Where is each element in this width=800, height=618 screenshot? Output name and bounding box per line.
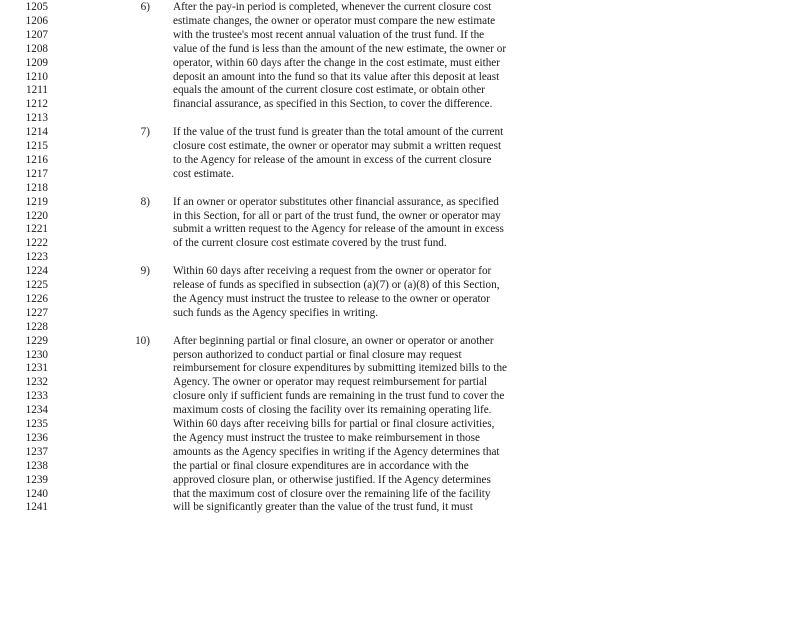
line-number: 1213 [25,112,48,125]
document-line [0,278,800,292]
document-line [0,445,800,459]
document-line [0,487,800,501]
document-line [0,375,800,389]
line-text: reimbursement for closure expenditures by submitting itemized bills to the [173,362,507,375]
item-number: 9) [140,265,150,278]
line-text: in this Section, for all or part of the trust fund, the owner or operator may [173,209,501,222]
line-text: the Agency must instruct the trustee to release to the owner or operator [173,292,490,305]
line-text: amounts as the Agency specifies in writing if the Agency determines that [173,445,500,458]
line-number: 1219 [25,195,48,208]
line-text: cost estimate. [173,167,234,180]
line-text: approved closure plan, or otherwise justified. If the Agency determines [173,473,491,486]
line-number: 1228 [25,320,48,333]
line-text: the Agency must instruct the trustee to make reimbursement in those [173,431,480,444]
document-line [0,28,800,42]
line-number: 1207 [25,28,48,41]
line-number: 1209 [25,56,48,69]
line-number: 1231 [25,362,48,375]
document-line [0,403,800,417]
line-text: Within 60 days after receiving a request from the owner or operator for [173,265,492,278]
document-line [0,42,800,56]
line-number: 1230 [25,348,48,361]
line-number: 1208 [25,42,48,55]
document-line [0,125,800,139]
line-number: 1224 [25,265,48,278]
document-line [0,195,800,209]
line-number: 1234 [25,404,48,417]
document-line [0,167,800,181]
line-text: Agency. The owner or operator may request reimbursement for partial [173,376,488,389]
line-number: 1233 [25,390,48,403]
line-text: maximum costs of closing the facility over its remaining operating life. [173,404,492,417]
line-text: to the Agency for release of the amount in excess of the current closure [173,153,492,166]
document-line [0,236,800,250]
line-number: 1217 [25,167,48,180]
document-line [0,348,800,362]
line-number: 1222 [25,237,48,250]
line-number: 1205 [25,1,48,13]
item-number: 7) [140,126,150,139]
line-number: 1239 [25,473,48,486]
line-text: Within 60 days after receiving bills for partial or final closure activities, [173,418,495,430]
document-line [0,181,800,195]
document-line [0,0,800,14]
document-line [0,139,800,153]
item-number: 10) [135,334,150,347]
line-text: will be significantly greater than the value of the trust fund, it must [173,501,473,514]
line-number: 1226 [25,292,48,305]
line-number: 1216 [25,153,48,166]
line-number: 1221 [25,223,48,236]
document-line [0,14,800,28]
line-number: 1238 [25,459,48,472]
line-number: 1214 [25,126,48,139]
line-number: 1210 [25,70,48,83]
line-text: financial assurance, as specified in this Section, to cover the difference. [173,98,493,111]
line-number: 1235 [25,418,48,430]
line-number: 1232 [25,376,48,389]
line-number: 1220 [25,209,48,222]
line-text: operator, within 60 days after the change in the cost estimate, must either [173,56,500,69]
document-line [0,500,800,514]
document-line [0,97,800,111]
line-text: After the pay-in period is completed, whenever the current closure cost [173,1,492,13]
document-line [0,361,800,375]
document-line [0,292,800,306]
line-number: 1212 [25,98,48,111]
document-line [0,250,800,264]
line-text: that the maximum cost of closure over the remaining life of the facility [173,487,491,500]
item-number: 6) [140,1,150,13]
line-text: value of the fund is less than the amount of the new estimate, the owner or [173,42,507,55]
line-number: 1241 [25,501,48,514]
document-line [0,111,800,125]
document-line [0,209,800,223]
line-text: equals the amount of the current closure cost estimate, or obtain other [173,84,485,97]
document-line [0,153,800,167]
line-text: release of funds as specified in subsection (a)(7) or (a)(8) of this Section, [173,279,500,291]
line-text: After beginning partial or final closure, an owner or operator or another [173,334,494,347]
line-number: 1211 [26,84,48,97]
document-line [0,222,800,236]
line-text: of the current closure cost estimate covered by the trust fund. [173,237,447,250]
line-text: If the value of the trust fund is greater than the total amount of the current [173,126,504,139]
line-text: If an owner or operator substitutes other financial assurance, as specified [173,195,499,208]
line-number: 1223 [25,251,48,264]
line-text: such funds as the Agency specifies in writing. [173,306,379,319]
document-line [0,473,800,487]
line-text: deposit an amount into the fund so that its value after this deposit at least [173,70,500,83]
document-line [0,417,800,431]
line-number: 1240 [25,487,48,500]
line-text: submit a written request to the Agency for release of the amount in excess [173,223,504,236]
line-text: with the trustee's most recent annual valuation of the trust fund. If the [173,28,485,41]
line-text: closure cost estimate, the owner or operator may submit a written request [173,140,502,152]
document-line [0,70,800,84]
document-line [0,320,800,334]
document-line [0,459,800,473]
line-number: 1229 [25,334,48,347]
document-line [0,306,800,320]
line-number: 1218 [25,181,48,194]
line-number: 1237 [25,445,48,458]
line-number: 1225 [25,279,48,291]
line-number: 1215 [25,140,48,152]
document-line [0,83,800,97]
item-number: 8) [140,195,150,208]
line-number: 1206 [25,14,48,27]
line-number: 1236 [25,431,48,444]
document-line [0,334,800,348]
line-text: closure only if sufficient funds are remaining in the trust fund to cover the [173,390,505,403]
document-line [0,431,800,445]
line-number: 1227 [25,306,48,319]
document-line [0,389,800,403]
line-text: person authorized to conduct partial or final closure may request [173,348,462,361]
document-line [0,56,800,70]
document-line [0,264,800,278]
line-text: the partial or final closure expenditures are in accordance with the [173,459,469,472]
line-text: estimate changes, the owner or operator must compare the new estimate [173,14,496,27]
